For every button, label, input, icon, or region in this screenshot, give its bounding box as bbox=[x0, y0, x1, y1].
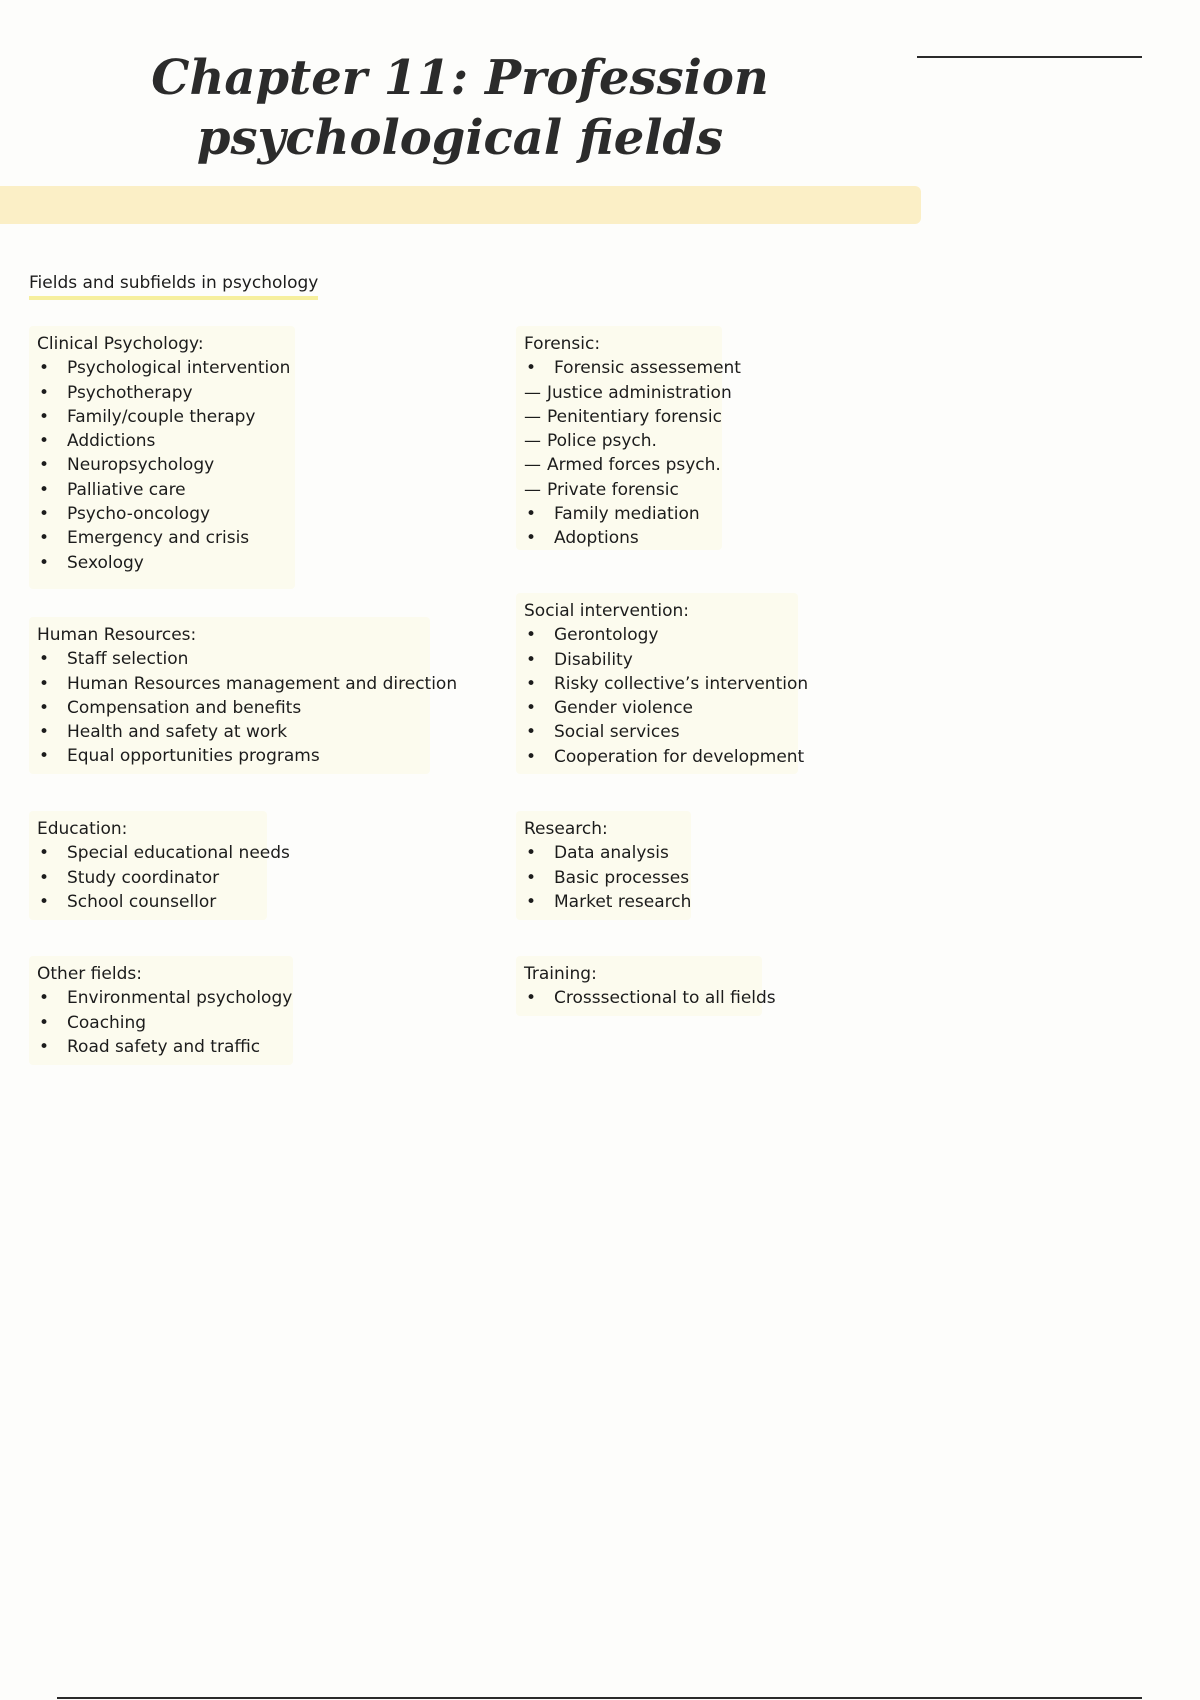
bullet-marker: • bbox=[526, 891, 537, 912]
subfield-label: Cooperation for development bbox=[554, 746, 805, 767]
subfield-list bbox=[524, 841, 692, 914]
dash-marker: — bbox=[524, 406, 541, 427]
subfield-label: Forensic assessement bbox=[554, 358, 741, 379]
subfield-item bbox=[37, 647, 420, 671]
bullet-marker: • bbox=[39, 431, 50, 452]
subfield-item bbox=[524, 745, 805, 769]
dash-marker: — bbox=[524, 431, 541, 452]
subfield-label: Environmental psychology bbox=[67, 988, 293, 1009]
subfield-label: Human Resources management and direction bbox=[67, 673, 458, 694]
bottom-rule bbox=[57, 1697, 1142, 1699]
subfield-label: Penitentiary forensic bbox=[547, 406, 722, 427]
subfield-label: Equal opportunities programs bbox=[67, 746, 320, 767]
subfield-item bbox=[37, 356, 291, 380]
subfield-item bbox=[37, 841, 290, 865]
subfield-label: Risky collective’s intervention bbox=[554, 673, 809, 694]
bullet-marker: • bbox=[39, 455, 50, 476]
subfield-item bbox=[37, 478, 285, 502]
subfield-list bbox=[37, 356, 291, 575]
subfield-label: Health and safety at work bbox=[67, 722, 288, 743]
bullet-marker: • bbox=[39, 479, 50, 500]
subfield-label: Road safety and traffic bbox=[67, 1036, 261, 1057]
bullet-marker: • bbox=[526, 673, 537, 694]
subfield-item bbox=[524, 478, 712, 502]
subfield-item bbox=[524, 720, 788, 744]
subfield-label: Psycho-oncology bbox=[67, 504, 211, 525]
bullet-marker: • bbox=[526, 722, 537, 743]
subfield-item bbox=[524, 526, 712, 550]
subfield-item bbox=[524, 453, 721, 477]
subfield-item bbox=[524, 623, 788, 647]
subfield-label: Neuropsychology bbox=[67, 455, 215, 476]
bullet-marker: • bbox=[526, 988, 537, 1009]
bullet-marker: • bbox=[39, 746, 50, 767]
subfield-label: Private forensic bbox=[547, 479, 679, 500]
subfield-item bbox=[37, 696, 420, 720]
top-right-rule bbox=[917, 56, 1142, 58]
subfield-item bbox=[37, 1035, 283, 1059]
field-block-research bbox=[516, 811, 691, 920]
bullet-marker: • bbox=[39, 988, 50, 1009]
bullet-marker: • bbox=[39, 528, 50, 549]
subfield-label: Armed forces psych. bbox=[547, 455, 721, 476]
field-block-clinical bbox=[29, 326, 295, 589]
field-block-forensic bbox=[516, 326, 741, 550]
subfield-item bbox=[524, 429, 712, 453]
field-title: Education: bbox=[37, 819, 128, 839]
bullet-marker: • bbox=[39, 406, 50, 427]
bullet-marker: • bbox=[526, 746, 537, 767]
bullet-marker: • bbox=[39, 891, 50, 912]
subfield-item bbox=[37, 526, 285, 550]
subfield-item bbox=[37, 453, 285, 477]
subfield-item bbox=[37, 551, 285, 575]
subfield-list bbox=[524, 986, 776, 1010]
subfield-item bbox=[524, 405, 722, 429]
subfield-item bbox=[524, 502, 712, 526]
field-title: Forensic: bbox=[524, 334, 601, 354]
subfield-label: Palliative care bbox=[67, 479, 186, 500]
subfield-label: Staff selection bbox=[67, 649, 189, 670]
subfield-item bbox=[37, 720, 420, 744]
field-title: Research: bbox=[524, 819, 608, 839]
subfield-item bbox=[37, 890, 257, 914]
bullet-marker: • bbox=[39, 382, 50, 403]
subfield-item bbox=[524, 890, 692, 914]
subfield-item bbox=[37, 672, 458, 696]
bullet-marker: • bbox=[526, 504, 537, 525]
subfield-label: Social services bbox=[554, 722, 680, 743]
bullet-marker: • bbox=[39, 504, 50, 525]
field-title: Training: bbox=[524, 964, 597, 984]
subfield-item bbox=[524, 841, 681, 865]
page-title bbox=[0, 48, 920, 168]
dash-marker: — bbox=[524, 455, 541, 476]
subfield-item bbox=[524, 672, 809, 696]
bullet-marker: • bbox=[526, 698, 537, 719]
subfield-label: Disability bbox=[554, 649, 633, 670]
subfield-item bbox=[37, 1011, 283, 1035]
bullet-marker: • bbox=[39, 649, 50, 670]
field-title: Clinical Psychology: bbox=[37, 334, 204, 354]
subfield-item bbox=[524, 696, 788, 720]
subfield-item bbox=[524, 648, 788, 672]
bullet-marker: • bbox=[39, 697, 50, 718]
field-title: Other fields: bbox=[37, 964, 142, 984]
bullet-marker: • bbox=[526, 649, 537, 670]
subfield-label: Police psych. bbox=[547, 431, 657, 452]
subfield-label: Basic processes bbox=[554, 867, 690, 888]
subfield-label: Gerontology bbox=[554, 625, 659, 646]
subfield-label: Sexology bbox=[67, 552, 144, 573]
field-block-human-resources bbox=[29, 617, 458, 774]
subfield-label: Emergency and crisis bbox=[67, 528, 250, 549]
bullet-marker: • bbox=[526, 358, 537, 379]
bullet-marker: • bbox=[39, 552, 50, 573]
subfield-label: Gender violence bbox=[554, 698, 693, 719]
bullet-marker: • bbox=[526, 528, 537, 549]
bullet-marker: • bbox=[39, 843, 50, 864]
subfield-label: Market research bbox=[554, 891, 692, 912]
subfield-list bbox=[37, 647, 458, 768]
bullet-marker: • bbox=[526, 843, 537, 864]
bullet-marker: • bbox=[39, 722, 50, 743]
field-title: Social intervention: bbox=[524, 601, 690, 621]
field-title: Human Resources: bbox=[37, 625, 197, 645]
section-heading: Fields and subfields in psychology bbox=[29, 272, 318, 300]
subfield-label: Special educational needs bbox=[67, 843, 290, 864]
field-block-social-intervention bbox=[516, 593, 809, 774]
bullet-marker: • bbox=[39, 867, 50, 888]
subfield-list bbox=[524, 356, 741, 550]
subfield-item bbox=[37, 405, 285, 429]
subfield-list bbox=[37, 986, 293, 1059]
page-title-line-2: psychological fields bbox=[196, 110, 724, 166]
subfield-label: Coaching bbox=[67, 1012, 147, 1033]
subfield-label: Crosssectional to all fields bbox=[554, 988, 776, 1009]
subfield-label: School counsellor bbox=[67, 891, 217, 912]
bullet-marker: • bbox=[39, 358, 50, 379]
page-title-line-1: Chapter 11: Profession bbox=[151, 50, 769, 106]
subfield-list bbox=[37, 841, 290, 914]
subfield-item bbox=[524, 381, 732, 405]
bullet-marker: • bbox=[526, 867, 537, 888]
title-highlight-band bbox=[0, 186, 921, 224]
bullet-marker: • bbox=[39, 1012, 50, 1033]
subfield-item bbox=[524, 986, 776, 1010]
field-block-education bbox=[29, 811, 290, 920]
subfield-item bbox=[37, 429, 285, 453]
subfield-item bbox=[37, 866, 257, 890]
subfield-item bbox=[37, 986, 293, 1010]
subfield-label: Addictions bbox=[67, 431, 156, 452]
subfield-item bbox=[37, 502, 285, 526]
subfield-label: Family mediation bbox=[554, 504, 700, 525]
subfield-label: Psychological intervention bbox=[67, 358, 291, 379]
dash-marker: — bbox=[524, 382, 541, 403]
subfield-label: Justice administration bbox=[547, 382, 732, 403]
subfield-item bbox=[37, 381, 285, 405]
dash-marker: — bbox=[524, 479, 541, 500]
bullet-marker: • bbox=[526, 625, 537, 646]
subfield-label: Family/couple therapy bbox=[67, 406, 256, 427]
subfield-label: Data analysis bbox=[554, 843, 669, 864]
subfield-label: Psychotherapy bbox=[67, 382, 193, 403]
subfield-list bbox=[524, 623, 809, 769]
subfield-label: Adoptions bbox=[554, 528, 639, 549]
subfield-label: Compensation and benefits bbox=[67, 697, 302, 718]
subfield-label: Study coordinator bbox=[67, 867, 220, 888]
field-block-other bbox=[29, 956, 293, 1065]
subfield-item bbox=[37, 744, 420, 768]
field-block-training bbox=[516, 956, 776, 1016]
subfield-item bbox=[524, 866, 690, 890]
bullet-marker: • bbox=[39, 1036, 50, 1057]
bullet-marker: • bbox=[39, 673, 50, 694]
subfield-item bbox=[524, 356, 741, 380]
